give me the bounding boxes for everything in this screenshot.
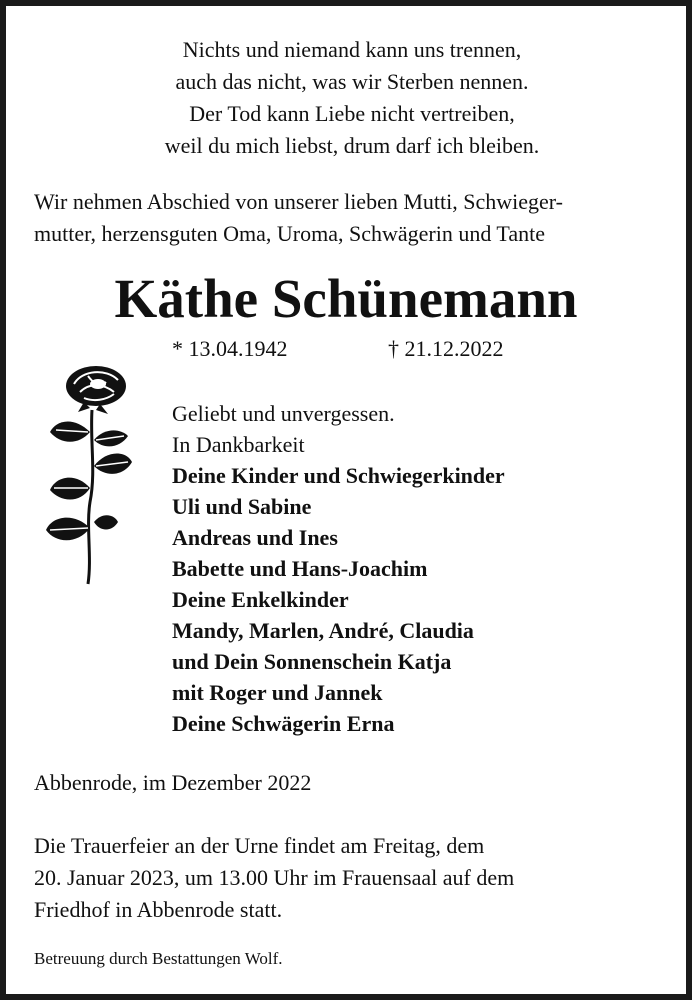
mourner-name: Babette und Hans-Joachim <box>172 556 428 581</box>
intro-line: mutter, herzensguten Oma, Uroma, Schwägerin und Tante <box>34 221 545 246</box>
poem-line: weil du mich liebst, drum darf ich bleiben. <box>164 133 540 158</box>
poem-line: Der Tod kann Liebe nicht vertreiben, <box>189 101 515 126</box>
mourner-name: Deine Kinder und Schwiegerkinder <box>172 463 505 488</box>
poem <box>46 34 658 162</box>
poem-line: Nichts und niemand kann uns trennen, <box>182 37 522 62</box>
place-date: Abbenrode, im Dezember 2022 <box>34 770 312 795</box>
mourners-intro-line: Geliebt und unvergessen. <box>172 401 395 426</box>
deceased-name: Käthe Schünemann <box>114 268 578 329</box>
rose-icon <box>44 362 134 588</box>
farewell-intro <box>34 186 670 250</box>
funeral-line: Friedhof in Abbenrode statt. <box>34 897 283 922</box>
mourners-list <box>172 398 652 739</box>
mourners-intro-line: In Dankbarkeit <box>172 432 305 457</box>
mourner-name: Uli und Sabine <box>172 494 312 519</box>
funeral-info <box>34 830 660 926</box>
mourner-name: Mandy, Marlen, André, Claudia <box>172 618 474 643</box>
mourner-name: mit Roger und Jannek <box>172 680 383 705</box>
mourner-name: Andreas und Ines <box>172 525 338 550</box>
poem-line: auch das nicht, was wir Sterben nennen. <box>175 69 529 94</box>
mourner-name: Deine Enkelkinder <box>172 587 349 612</box>
death-date: † 21.12.2022 <box>388 336 504 361</box>
birth-date: * 13.04.1942 <box>172 336 288 361</box>
mourner-name: und Dein Sonnenschein Katja <box>172 649 452 674</box>
mourner-name: Deine Schwägerin Erna <box>172 711 395 736</box>
funeral-line: 20. Januar 2023, um 13.00 Uhr im Frauensaal auf dem <box>34 865 515 890</box>
care-note: Betreuung durch Bestattungen Wolf. <box>34 949 283 968</box>
intro-line: Wir nehmen Abschied von unserer lieben Mutti, Schwieger- <box>34 189 563 214</box>
funeral-line: Die Trauerfeier an der Urne findet am Freitag, dem <box>34 833 485 858</box>
